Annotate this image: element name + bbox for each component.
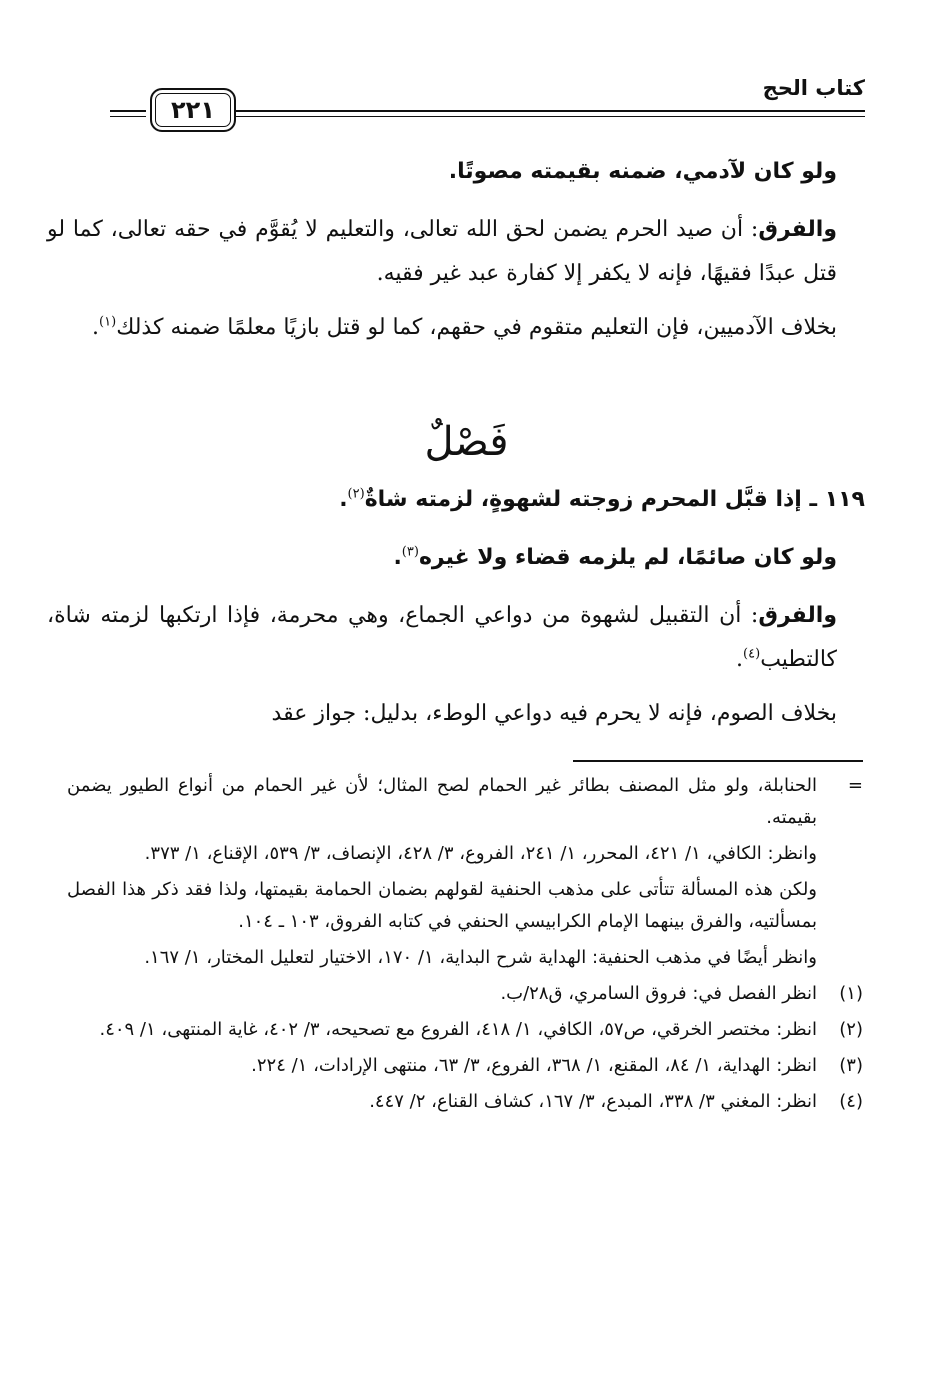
paragraph-6-text: : أن التقبيل لشهوة من دواعي الجماع، وهي محرمة، فإذا ارتكبها لزمته شاة، كالتطيب	[47, 603, 837, 672]
paragraph-5	[47, 536, 865, 580]
footnotes	[67, 770, 863, 1122]
footnote-ref-4[interactable]: (٤)	[743, 646, 761, 662]
paragraph-4	[75, 478, 865, 522]
footnote-text: انظر: الهداية، ١/ ٨٤، المقنع، ١/ ٣٦٨، الفروع، ٣/ ٦٣، منتهى الإرادات، ١/ ٢٢٤.	[251, 1055, 817, 1076]
paragraph-2-text: : أن صيد الحرم يضمن لحق الله تعالى، والتعليم لا يُقوَّم في حقه تعالى، كما لو قتل عبدًا فقيهًا، فإنه لا يكفر إلا كفارة عبد غير فقيه.	[47, 217, 837, 286]
section-heading: فَصْلٌ	[424, 419, 509, 465]
footnote-marker: (١)	[839, 983, 863, 1004]
paragraph-6-end: .	[736, 647, 744, 672]
paragraph-7	[47, 692, 865, 736]
paragraph-7-text: بخلاف الصوم، فإنه لا يحرم فيه دواعي الوطء، بدليل: جواز عقد	[271, 701, 837, 726]
footnote-separator	[573, 760, 863, 762]
footnote-ref-2[interactable]: (٢)	[347, 486, 365, 502]
footnote-continuation	[67, 770, 863, 834]
continuation-text-3: ولكن هذه المسألة تتأتى على مذهب الحنفية لقولهم بضمان الحمامة بقيمتها، ولذا فقد ذكر هذا الفصل بمسألتيه، والفرق بينهما الإمام الكرابيسي الحنفي في كتابه الفروق، ١٠٣ ـ ١٠٤.	[67, 879, 817, 932]
continuation-text-2: وانظر: الكافي، ١/ ٤٢١، المحرر، ١/ ٢٤١، الفروع، ٣/ ٤٢٨، الإنصاف، ٣/ ٥٣٩، الإقناع، ١/ ٣٧٣.	[144, 843, 817, 864]
footnote-ref-3[interactable]: (٣)	[401, 544, 419, 560]
footnote-text: انظر: المغني ٣/ ٣٣٨، المبدع، ٣/ ١٦٧، كشاف القناع، ٢/ ٤٤٧.	[369, 1091, 817, 1112]
page-number: ٢٢١	[171, 96, 215, 124]
continuation-marker: =	[847, 775, 863, 796]
footnote-4	[67, 1086, 863, 1118]
header-rule-right	[236, 110, 865, 112]
paragraph-5-text: ولو كان صائمًا، لم يلزمه قضاء ولا غيره	[418, 545, 837, 570]
header-rule-left	[110, 110, 146, 112]
page-number-badge	[150, 88, 236, 132]
footnote-2	[67, 1014, 863, 1046]
paragraph-4-end: .	[339, 487, 348, 512]
difference-term: والفرق	[758, 217, 837, 242]
paragraph-6	[47, 594, 865, 682]
paragraph-2	[47, 208, 865, 296]
paragraph-3	[47, 306, 865, 350]
footnote-marker: (٢)	[839, 1019, 863, 1040]
paragraph-5-end: .	[393, 545, 402, 570]
paragraph-3-end: .	[92, 315, 100, 340]
footnote-text: انظر الفصل في: فروق السامري، ق٢٨/ب.	[500, 983, 817, 1004]
footnote-3	[67, 1050, 863, 1082]
continuation-text-4: وانظر أيضًا في مذهب الحنفية: الهداية شرح البداية، ١/ ١٧٠، الاختيار لتعليل المختار، ١/ ١٦٧.	[144, 947, 817, 968]
difference-term: والفرق	[758, 603, 837, 628]
paragraph-4-text: ١١٩ ـ إذا قبَّل المحرم زوجته لشهوةٍ، لزمته شاةٌ	[364, 487, 865, 512]
footnote-text: انظر: مختصر الخرقي، ص٥٧، الكافي، ١/ ٤١٨، الفروع مع تصحيحه، ٣/ ٤٠٢، غاية المنتهى، ١/ ٤٠٩.	[99, 1019, 817, 1040]
footnote-marker: (٤)	[839, 1091, 863, 1112]
footnote-marker: (٣)	[839, 1055, 863, 1076]
paragraph-3-text: بخلاف الآدميين، فإن التعليم متقوم في حقهم، كما لو قتل بازيًا معلمًا ضمنه كذلك	[116, 315, 837, 340]
footnote-1	[67, 978, 863, 1010]
continuation-text-1: الحنابلة، ولو مثل المصنف بطائر غير الحمام لصح المثال؛ لأن غير الحمام من أنواع الطيور يضمن بقيمته.	[67, 775, 817, 828]
page-header	[110, 70, 865, 130]
paragraph-1-text: ولو كان لآدمي، ضمنه بقيمته مصوتًا.	[448, 159, 837, 184]
footnote-ref-1[interactable]: (١)	[99, 314, 117, 330]
book-title: كتاب الحج	[762, 76, 865, 100]
paragraph-1	[47, 150, 865, 194]
